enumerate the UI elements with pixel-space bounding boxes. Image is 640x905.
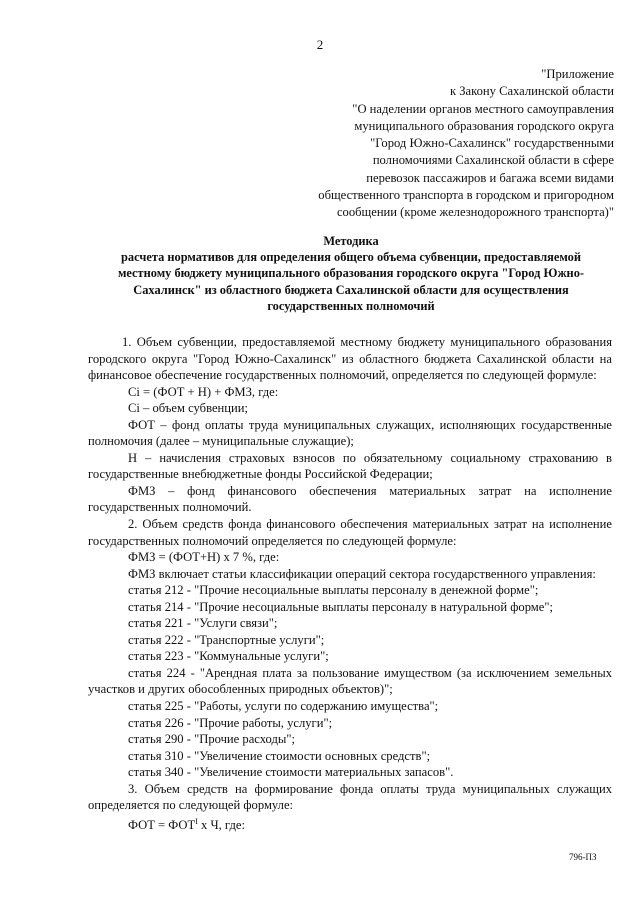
appendix-line: перевозок пассажиров и багажа всеми видами [366,170,614,185]
paragraph-2: 2. Объем средств фонда финансового обеспечения материальных затрат на исполнение государственных полномочий определяется по следующей формуле: [88,517,612,548]
formula-3 [88,814,612,834]
appendix-line: муниципального образования городского округа [354,118,614,133]
definition-fmz: ФМЗ – фонд финансового обеспечения материальных затрат на исполнение государственных полномочий. [88,483,612,515]
title-subtitle: расчета нормативов для определения общего объема субвенции, предоставляемой местному бюджету муниципального образования городского округа "Город Южно-Сахалинск" из областного бюджета Сахалинской области для осуществления государственных полномочий [117,250,585,313]
document-stamp: 796-ПЗ [569,852,597,862]
article-item: статья 225 - "Работы, услуги по содержанию имущества"; [128,699,439,714]
appendix-line: сообщении (кроме железнодорожного транспорта)" [336,205,614,220]
appendix-line: "Город Южно-Сахалинск" государственными [370,136,614,151]
appendix-line: к Закону Сахалинской области [449,84,614,99]
appendix-line: полномочиями Сахалинской области в сфере [372,153,614,168]
formula-3-tail: х Ч, где: [197,818,245,833]
definition-fmz-articles: ФМЗ включает статьи классификации операций сектора государственного управления: [128,566,596,581]
definition-fot: ФОТ – фонд оплаты труда муниципальных служащих, исполняющих государственные полномочия (далее – муниципальные служащие); [88,417,612,449]
formula-1: Ci = (ФОТ + Н) + ФМЗ, где: [128,384,279,399]
article-item: статья 223 - "Коммунальные услуги"; [128,649,329,664]
title-heading: Методика [323,234,379,248]
appendix-header [254,66,614,222]
article-item: статья 340 - "Увеличение стоимости материальных запасов". [128,765,454,780]
appendix-line: "О наделении органов местного самоуправления [352,101,614,116]
article-item: статья 290 - "Прочие расходы"; [128,732,295,747]
paragraph-1: 1. Объем субвенции, предоставляемой местному бюджету муниципального образования городского округа "Город Южно-Сахалинск" из областного бюджета Сахалинской области на финансовое обеспечение государственных полномочий, определяется по следующей формуле: [88,335,612,383]
article-item: статья 212 - "Прочие несоциальные выплаты персоналу в денежной форме"; [128,583,539,598]
formula-2: ФМЗ = (ФОТ+Н) х 7 %, где: [128,550,280,565]
article-item: статья 214 - "Прочие несоциальные выплаты персоналу в натуральной форме"; [128,599,554,614]
document-title [96,233,606,314]
document-body [88,334,612,834]
appendix-line: общественного транспорта в городском и пригородном [318,188,614,203]
article-item: статья 222 - "Транспортные услуги"; [128,632,325,647]
page-number: 2 [316,37,324,52]
definition-ci: Ci – объем субвенции; [128,401,248,416]
appendix-line: "Приложение [541,67,614,81]
paragraph-3: 3. Объем средств на формирование фонда оплаты труда муниципальных служащих определяется по следующей формуле: [88,781,612,813]
definition-n: Н – начисления страховых взносов по обязательному социальному страхованию в государственные внебюджетные фонды Российской Федерации; [88,450,612,482]
article-item: статья 221 - "Услуги связи"; [128,616,278,631]
formula-3-main: ФОТ = ФОТ [128,818,196,833]
formula-3-superscript: I [195,816,198,826]
article-item: статья 310 - "Увеличение стоимости основных средств"; [128,748,431,763]
article-item: статья 226 - "Прочие работы, услуги"; [128,715,333,730]
article-item: статья 224 - "Арендная плата за пользование имуществом (за исключением земельных участков и других обособленных природных объектов)"; [88,665,612,697]
